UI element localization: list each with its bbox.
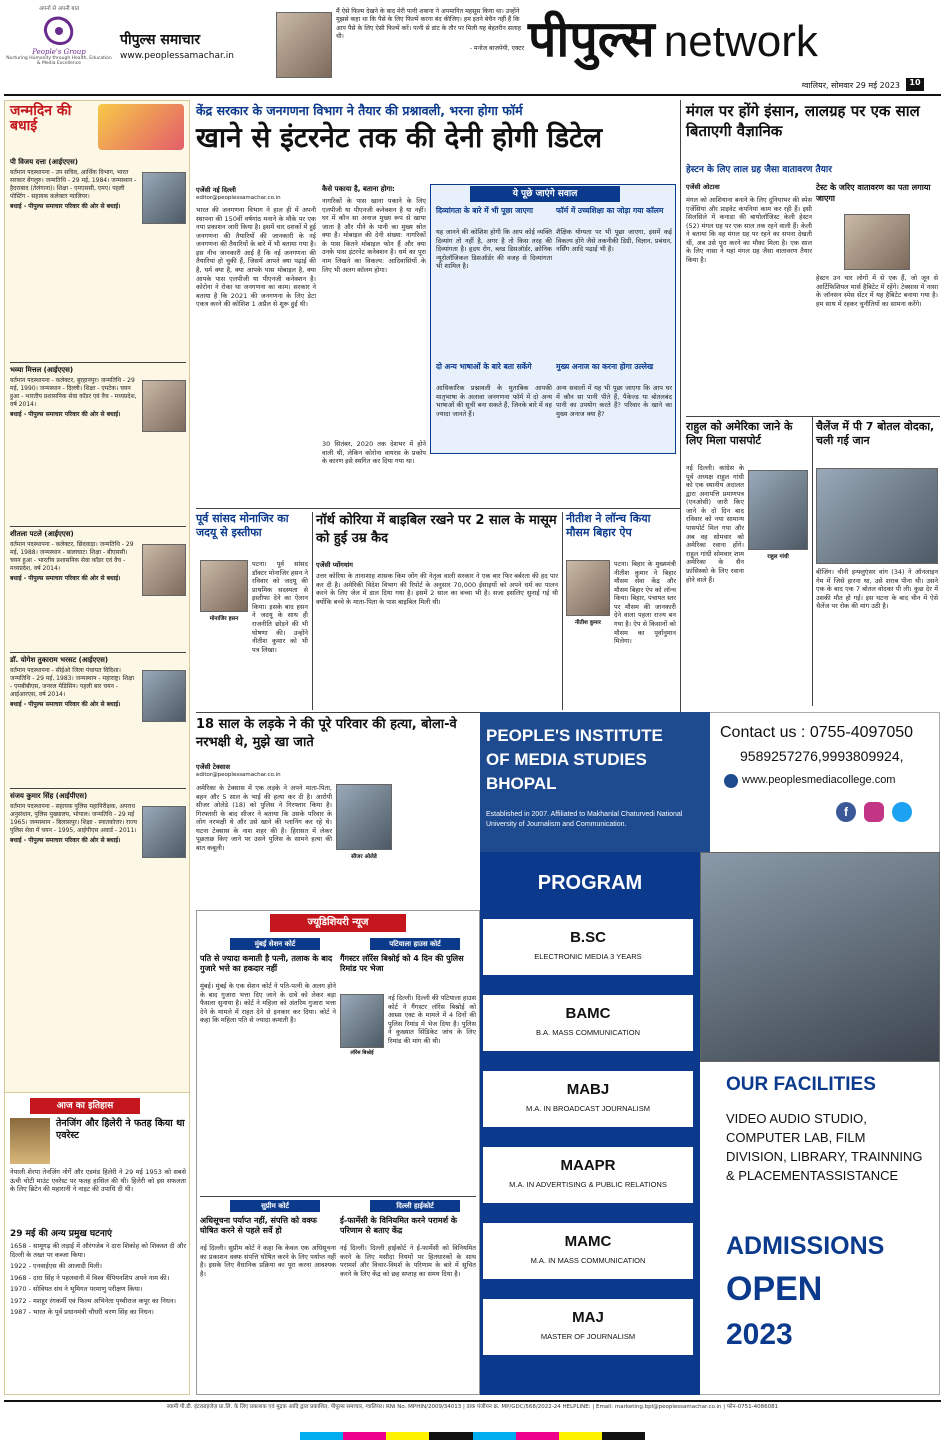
lead-headline: खाने से इंटरनेट तक की देनी होगी डिटेल bbox=[196, 121, 603, 154]
birthday-photo bbox=[142, 806, 186, 858]
birthday-details: वर्तमान पदस्थापना - उप सचिव, आर्थिक विभाग, भारत सरकार बेंगलुरु। जन्मतिथि - 29 मई, 1984। जन्मस्थान - हैदराबाद (तेलंगाना)। शिक्षा - एमएससी, एमए। पहली पोस्टिंग - सहायक कलेक्टर ग्वालियर। bbox=[10, 169, 137, 201]
q4-body: अन्य सवालों में यह भी पूछा जाएगा कि आप घर में कौन सा पानी पीते हैं, पैकेज्ड या बोतलबंद पानी का उपयोग करते हैं? परिवार के खाने का मुख्य अनाज क्या है? bbox=[556, 384, 672, 418]
china-headline: चैलेंज में पी 7 बोतल वोदका, चली गई जान bbox=[816, 420, 935, 448]
court1-body: मुंबई। मुंबई के एक सेशन कोर्ट ने पति-पत्नी के अलग होने के बाद गुजारा भत्ता दिए जाने के दावे को लेकर बड़ा फैसला सुनाया है। कोर्ट ने महिला को अंतरिम गुजारा भत्ता देने के मामले में राहत देने से इनकार कर दिया। कोर्ट ने कहा कि महिला पति से ज्यादा कमाती है। bbox=[200, 982, 336, 1025]
court3-body: नई दिल्ली। सुप्रीम कोर्ट ने कहा कि केवल एक अधिसूचना का प्रकाशन वक्फ संपत्ति घोषित करने के लिए पर्याप्त नहीं है। इसके लिए वैधानिक प्रक्रिया का पूरा करना आवश्यक है। bbox=[200, 1244, 336, 1278]
northkorea-byline: एजेंसी प्योंगयांग bbox=[316, 561, 353, 569]
court-label: मुंबई सेशन कोर्ट bbox=[230, 938, 320, 950]
footer-rule bbox=[4, 1400, 941, 1402]
color-bar bbox=[300, 1432, 645, 1440]
divider bbox=[10, 788, 186, 789]
divider bbox=[10, 526, 186, 527]
monazir-headline: पूर्व सांसद मोनाजिर का जदयू से इस्तीफा bbox=[196, 512, 289, 540]
program-item bbox=[482, 1146, 694, 1204]
program-code: B.SC bbox=[570, 929, 606, 946]
peoples-group-logo bbox=[4, 4, 114, 92]
birthday-photo bbox=[142, 172, 186, 224]
q2-body: शैक्षिक योग्यता पर भी पूछा जाएगा, इसमें कई विकल्प होंगे जैसे तकनीकी डिग्री, विज्ञान, प्रबंधन, नर्सिंग आदि पढ़ाई भी है। bbox=[556, 228, 672, 254]
brand-small bbox=[120, 30, 270, 61]
program-code: MAAPR bbox=[560, 1157, 616, 1174]
masthead-english: network bbox=[663, 17, 818, 66]
program-item bbox=[482, 1298, 694, 1356]
birthday-photo bbox=[142, 380, 186, 432]
divider bbox=[10, 652, 186, 653]
monazir-body: पटना। पूर्व सांसद डॉक्टर मोनाजिर हसन ने रविवार को जदयू की प्राथमिक सदस्यता से इस्तीफा देने का ऐलान किया। इसके बाद हसन ने जदयू के साथ ही राजनीति छोड़ने की भी घोषणा की। उन्होंने नीतीश कुमार को भी पत्र लिखा। bbox=[252, 560, 308, 654]
program-name: M.A. IN BROADCAST JOURNALISM bbox=[525, 1104, 651, 1113]
event-item: 1968 - दारा सिंह ने पहलवानी में विश्व चैंपियनशिप अपने नाम की। bbox=[10, 1273, 170, 1282]
group-tag: अपनों से अपनी बात bbox=[38, 6, 80, 12]
facilities-label: OUR FACILITIES bbox=[726, 1074, 876, 1095]
q3-body: आधिकारिक प्रश्नावली के मुताबिक आपकी मातृभाषा के अलावा जनगणना फॉर्म में दो अन्य भाषाओं की सूची बना सकते हैं, जिनके बारे में वह ज्यादा जानते हैं। bbox=[436, 384, 552, 418]
brand-website[interactable]: www.peoplessamachar.in bbox=[120, 51, 234, 61]
ad-title bbox=[486, 724, 710, 795]
program-code: MAJ bbox=[572, 1309, 604, 1326]
program-label: PROGRAM bbox=[537, 872, 643, 894]
mars-byline: एजेंसी ओटावा bbox=[686, 183, 720, 191]
q3-head: दो अन्य भाषाओं के बारे बता सकेंगे bbox=[436, 362, 532, 371]
lead-kicker: केंद्र सरकार के जनगणना विभाग ने तैयार की प्रश्नावली, भरना होगा फॉर्म bbox=[196, 103, 523, 118]
header-rule bbox=[4, 94, 941, 96]
q4-head: मुख्य अनाज का करना होगा उल्लेख bbox=[556, 362, 654, 371]
birthday-details: वर्तमान पदस्थापना - सहायक पुलिस महानिरीक्षक, अपराध अनुसंधान, पुलिस मुख्यालय, भोपाल। जन्मतिथि - 29 मई 1965। जन्मस्थान - बिलासपुर। शिक्षा - स्नातकोत्तर। राज्य पुलिस सेवा में चयन - 1995, आईपीएस अवार्ड - 2011। bbox=[10, 803, 137, 835]
birthday-photo bbox=[142, 544, 186, 596]
questions-title: ये पूछे जाएंगे सवाल bbox=[470, 186, 620, 202]
mars-body: मंगल को आशियाना बनाने के लिए दुनियाभर की स्पेस एजेंसियां और प्राइवेट कंपनियां काम कर रही हैं। इसी सिलसिले में कनाडा की बायोलॉजिस्ट केली हेस्टन (52) मंगल ग्रह पर एक साल तक रहने वाली हैं। केली ने बताया कि वह मंगल ग्रह पर रहने का सपना देखती थीं, अब उसे पूरा करने का मौका मिला है। एक साल के लिए नासा ने यहां मंगल ग्रह जैसा वातावरण तैयार किया है। bbox=[686, 196, 812, 265]
court-label: सुप्रीम कोर्ट bbox=[230, 1200, 320, 1212]
birthday-item-4 bbox=[10, 656, 186, 709]
nitish-caption: नीतीश कुमार bbox=[575, 620, 601, 626]
q2-head: फॉर्म में उच्चशिक्षा का जोड़ा गया कॉलम bbox=[556, 206, 664, 215]
program-code: MAMC bbox=[564, 1233, 612, 1250]
program-item bbox=[482, 1222, 694, 1280]
program-name: M.A. IN ADVERTISING & PUBLIC RELATIONS bbox=[509, 1180, 667, 1189]
texas-headline: 18 साल के लड़के ने की पूरे परिवार की हत्या, बोला-वे नरभक्षी थे, मुझे खा जाते bbox=[196, 717, 457, 750]
mars-headline: मंगल पर होंगे इंसान, लालग्रह पर एक साल बिताएगी वैज्ञानिक bbox=[686, 102, 920, 140]
court1-headline: पति से ज्यादा कमाती है पत्नी, तलाक के बाद गुजारे भत्ते का हकदार नहीं bbox=[200, 954, 333, 974]
ad-established: Established in 2007. Affiliated to Makhanlal Chaturvedi National University of Journalism and Communication. bbox=[486, 811, 683, 828]
hourglass-icon bbox=[10, 1118, 50, 1164]
color-swatch bbox=[429, 1432, 472, 1440]
court3-headline: अधिसूचना पर्याप्त नहीं, संपत्ति को वक्फ घोषित करने से पहले सर्वे हो bbox=[200, 1216, 317, 1236]
nitish-headline: नीतीश ने लॉन्च किया मौसम बिहार ऐप bbox=[566, 512, 651, 540]
ad-phone1[interactable]: 0755-4097050 bbox=[809, 724, 914, 741]
divider bbox=[686, 416, 940, 417]
q1-body: यह जानने की कोशिश होगी कि आप कोई व्यक्ति दिव्यांग तो नहीं है, अगर है तो किस तरह की दिव्यांगता है। हृदय रोग, ब्लड डिसऑर्डर, क्रोनिक न्यूरोलॉजिकल डिसऑर्डर की वजह से दिव्यांगता भी शामिल है। bbox=[436, 228, 552, 271]
court-label: दिल्ली हाईकोर्ट bbox=[370, 1200, 460, 1212]
ad-website[interactable]: www.peoplesmediacollege.com bbox=[742, 774, 896, 786]
lead-col-1: भारत की जनगणना विभाग ने हाल ही में अपनी स्थापना की 150वीं वर्षगांठ मनाने के मौके पर एक नया प्रकाशन जारी किया है। इसमें चार दशकों में हुई जनगणना की तैयारियों की जानकारी के नई जनगणना की तैयारियों के बारे में भी बताया गया है। इस नीच जानकारी आई है कि नई जनगणना की तैयारियां हो चुकी हैं, जिसमें आपने क्या पढ़ाई की है, घर्म क्या है, क्या आपके पास मोबाइल है, क्या आपके पास एलपीजी या पीएनजी कनेक्शन है। कोरोना ने रोका था जनगणना का काम। सरकार ने बताया है कि 2021 की जनगणना के लिए डेटा एकत्र करने की कोशिश 1 अप्रैल से शुरू हुई थी। bbox=[196, 206, 316, 309]
texas-photo bbox=[336, 784, 392, 850]
color-swatch bbox=[343, 1432, 386, 1440]
students-photo bbox=[700, 852, 940, 1062]
color-swatch bbox=[602, 1432, 645, 1440]
birthday-item-1 bbox=[10, 158, 186, 211]
birthday-name: पी विजय दत्ता (आईएएस) bbox=[10, 158, 78, 166]
birthday-wish: बधाई - पीपुल्स समाचार परिवार की ओर से बधाई। bbox=[10, 203, 121, 211]
lead-email: editor@peoplessamachar.co.in bbox=[196, 195, 281, 201]
ad-contact bbox=[720, 724, 936, 742]
court4-headline: ई-फार्मेसी के विनियमित करने परामर्श के परिणाम से बताए केंद्र bbox=[340, 1216, 458, 1236]
texas-byline: एजेंसी टेक्सास bbox=[196, 763, 231, 771]
color-swatch bbox=[473, 1432, 516, 1440]
lead-col-2-tail: 30 सितंबर, 2020 तक देशभर में होने वाली थी, लेकिन कोरोना वायरस के प्रकोप के कारण इसे स्थगित कर दिया गया था। bbox=[322, 440, 426, 466]
china-body: बीजिंग। चीनी इन्फ्लुएंसर वांग (34) ने ऑनलाइन गेम में जिसे हारना था, उसे शराब पीना थी। उसने एक के बाद एक 7 बोतल वोदका पी ली। कुछ देर में उसकी मौत हो गई। इस घटना के बाद चीन में ऐसे चैलेंज पर रोक की मांग उठी है। bbox=[816, 568, 938, 611]
column-rule bbox=[562, 512, 563, 710]
program-item bbox=[482, 918, 694, 976]
program-name: MASTER OF JOURNALISM bbox=[540, 1332, 636, 1341]
monazir-photo bbox=[200, 560, 248, 612]
group-name: People's Group bbox=[32, 48, 86, 56]
ad-contact-label: Contact us : bbox=[720, 724, 806, 741]
globe-icon bbox=[724, 774, 738, 788]
court4-body: नई दिल्ली। दिल्ली हाईकोर्ट ने ई-फार्मेसी को विनियमित करने के लिए मसौदा नियमों पर हितधारकों के साथ परामर्श और विचार-विमर्श के परिणाम के बारे में सूचित करने के लिए केंद्र को छह सप्ताह का समय दिया है। bbox=[340, 1244, 476, 1278]
program-code: MABJ bbox=[566, 1081, 610, 1098]
birthday-item-3 bbox=[10, 530, 186, 583]
color-swatch bbox=[559, 1432, 602, 1440]
lead-byline: एजेंसी नई दिल्ली bbox=[196, 186, 236, 194]
history-title: आज का इतिहास bbox=[30, 1098, 140, 1114]
brand-small-title: पीपुल्स समाचार bbox=[120, 32, 201, 48]
event-item: 1658 - सामूगढ़ की लड़ाई में औरंगजेब ने दारा शिकोह को शिकस्त दी और दिल्ली के तख्त पर कब्जा किया। bbox=[10, 1242, 186, 1259]
ad-title-line1: PEOPLE'S INSTITUTE bbox=[486, 726, 663, 745]
court2-photo bbox=[340, 994, 384, 1048]
ad-phone2[interactable]: 9589257276,9993809924, bbox=[740, 748, 904, 764]
quote-photo bbox=[276, 12, 332, 78]
rahul-photo bbox=[748, 470, 808, 550]
event-item: 1987 - भारत के पूर्व प्रधानमंत्री चौधरी चरण सिंह का निधन। bbox=[10, 1308, 154, 1317]
court2-body: नई दिल्ली। दिल्ली की पटियाला हाउस कोर्ट ने गैंगस्टर लॉरेंस बिश्नोई को आम्र्स एक्ट के मामले में 4 दिनों की पुलिस रिमांड में भेज दिया है। पुलिस ने कुख्यात सिंडिकेट जांच के लिए रिमांड की मांग की थी। bbox=[388, 994, 476, 1045]
page-number: 10 bbox=[906, 78, 924, 91]
color-swatch bbox=[386, 1432, 429, 1440]
facilities-list: VIDEO AUDIO STUDIO, COMPUTER LAB, FILM DIVISION, LIBRARY, TRAINNING & PLACEMENTASSISTANCE bbox=[726, 1111, 923, 1183]
birthday-photo bbox=[142, 670, 186, 722]
color-swatch bbox=[516, 1432, 559, 1440]
program-item bbox=[482, 1070, 694, 1128]
northkorea-body: उत्तर कोरिया के तानाशाह शासक किम जोंग की नेतृत्व वाली सरकार ने एक बार फिर बर्बरता की हद पार कर दी है। अमेरिकी विदेश विभाग की रिपोर्ट के अनुसार 70,000 ईसाइयों को अपने धर्म का पालन करने के लिए जेल में डाल दिया गया है। इसमें 2 साल का बच्चा भी है। सजा इसलिए सुनाई गई थी क्योंकि बच्चे के माता-पिता के पास बाइबिल मिली थी। bbox=[316, 572, 558, 606]
event-item: 1970 - सोवियत संघ ने भूमिगत परमाणु परीक्षण किया। bbox=[10, 1285, 143, 1294]
china-photo bbox=[816, 468, 938, 564]
instagram-icon[interactable] bbox=[864, 802, 884, 822]
footer-imprint: स्वामी पी.डी. इंटरप्राइजेज़ प्रा.लि. के लिए प्रकाशक एवं मुद्रक आदि द्वारा प्रकाशित, पीपुल्स समाचार, ग्वालियर। RNI No. MPHIN/2009/34013 | डाक पंजीयन क्र. MP/GDC/568/2022-24 HELPLINE: | Email: marketing.bpl@peoplessamachar.co.in | फोन-0751-4086081 bbox=[166, 1404, 779, 1410]
program-item bbox=[482, 994, 694, 1052]
birthday-title-text: जन्मदिन की बधाई bbox=[10, 103, 72, 135]
birthday-wish: बधाई - पीपुल्स समाचार परिवार की ओर से बधाई। bbox=[10, 701, 121, 709]
event-item: 1972 - मशहूर रंगकर्मी एवं फिल्म अभिनेता पृथ्वीराज कपूर का निधन। bbox=[10, 1296, 176, 1305]
mars-photo bbox=[844, 214, 910, 270]
q1-head: दिव्यांगता के बारे में भी पूछा जाएगा bbox=[436, 206, 533, 215]
texas-email: editor@peoplessamachar.co.in bbox=[196, 772, 281, 778]
divider bbox=[196, 508, 680, 509]
rahul-caption: राहुल गांधी bbox=[767, 554, 789, 560]
birthday-details: वर्तमान पदस्थापना - कलेक्टर, छिंदवाड़ा। जन्मतिथि - 29 मई, 1988। जन्मस्थान - बालाघाट। शिक्षा - बीएससी। चयन हुआ - भारतीय प्रशासनिक सेवा कॉडर एवं वैच - मध्यप्रदेश, वर्ष 2014। bbox=[10, 541, 134, 573]
cake-icon bbox=[98, 104, 184, 150]
birthday-name: संजय कुमार सिंह (आईपीएस) bbox=[10, 792, 88, 800]
texas-caption: सीजर ओलेडे bbox=[351, 854, 377, 860]
facebook-icon[interactable]: f bbox=[836, 802, 856, 822]
birthday-wish: बधाई - पीपुल्स समाचार परिवार की ओर से बधाई। bbox=[10, 837, 121, 845]
birthday-wish: बधाई - पीपुल्स समाचार परिवार की ओर से बधाई। bbox=[10, 411, 121, 419]
divider bbox=[196, 712, 480, 713]
birthday-details: वर्तमान पदस्थापना - कलेक्टर, बुरहानपुर। जन्मतिथि - 29 मई, 1990। जन्मस्थान - दिल्ली। शिक्षा - एमटेक। चयन हुआ - भारतीय प्रशासनिक सेवा कॉडर एवं वैच - मध्यप्रदेश, वर्ष 2014। bbox=[10, 377, 137, 409]
divider bbox=[200, 1196, 476, 1197]
column-rule bbox=[812, 416, 813, 706]
birthday-details: वर्तमान पदस्थापना - सीईओ जिला पंचायत विदिशा। जन्मतिथि - 29 मई, 1983। जन्मस्थान - महाराष्ट्र। शिक्षा - एमबीबीएस, जनरल मेडिसिन। पहली बार चयन - आईआरएस, वर्ष 2014। bbox=[10, 667, 135, 699]
program-name: B.A. MASS COMMUNICATION bbox=[535, 1028, 641, 1037]
events-list bbox=[10, 1242, 186, 1320]
program-code: BAMC bbox=[565, 1005, 611, 1022]
northkorea-headline: नॉर्थ कोरिया में बाइबिल रखने पर 2 साल के मासूम को हुई उम्र कैद bbox=[316, 513, 557, 546]
quote-box bbox=[336, 8, 524, 52]
admissions-label: ADMISSIONS bbox=[726, 1232, 885, 1260]
dateline: ग्वालियर, सोमवार 29 मई 2023 bbox=[801, 81, 900, 90]
quote-author: - मनोज बाजपेयी, एक्टर bbox=[469, 45, 524, 53]
birthday-wish: बधाई - पीपुल्स समाचार परिवार की ओर से बधाई। bbox=[10, 575, 121, 583]
nitish-body: पटना। बिहार के मुख्यमंत्री नीतीश कुमार ने बिहार मौसम सेवा केंद्र और मौसम बिहार ऐप को लॉन्च किया। बिहार, पंचायत स्तर पर मौसम की जानकारी देने वाला पहला राज्य बन गया है। ऐप से किसानों को मौसम का पूर्वानुमान मिलेगा। bbox=[614, 560, 676, 646]
column-rule bbox=[312, 512, 313, 710]
ad-title-line3: BHOPAL bbox=[486, 773, 557, 793]
twitter-icon[interactable] bbox=[892, 802, 912, 822]
rahul-body: नई दिल्ली। कांग्रेस के पूर्व अध्यक्ष राहुल गांधी को एक स्थानीय अदालत द्वारा अनापत्ति प्रमाणपत्र (एनओसी) जारी किए जाने के दो दिन बाद रविवार को नया सामान्य पासपोर्ट मिल गया और अब वह सोमवार को अमेरिका रवाना होंगे। राहुल गांधी सोमवार शाम अमेरिका के सैन फ्रांसिस्को के लिए रवाना होने वाले हैं। bbox=[686, 464, 744, 584]
history-headline: तेनजिंग और हिलेरी ने फतह किया था एवरेस्ट bbox=[56, 1118, 185, 1142]
group-logo-icon bbox=[39, 14, 79, 48]
program-name: ELECTRONIC MEDIA 3 YEARS bbox=[534, 952, 642, 961]
lead-col2-head: कैसे पकाया है, बताना होगा: bbox=[322, 185, 395, 193]
birthday-name: डॉ. योगेश तुकाराम भरसट (आईएएस) bbox=[10, 656, 109, 664]
lead-col-2: नागरिकों के पास खाना पकाने के लिए एलपीजी या पीएनजी कनेक्शन है या नहीं। घर में कौन सा अनाज मुख्य रूप से खाया जाता है और पीने के पानी का मुख्य स्रोत क्या है। मोबाइल की देनी संख्या: नागरिकों के पास कितने मोबाइल फोन हैं और क्या उनके पास इंटरनेट कनेक्शन है। धर्म का पूरा नाम लिखने का विकल्प: आदिवासियों के लिए भी अलग कॉलम होगा। bbox=[322, 197, 426, 274]
court2-headline: गैंगस्टर लॉरेंस बिश्नोई को 4 दिन की पुलिस रिमांड पर भेजा bbox=[340, 954, 464, 974]
color-swatch bbox=[300, 1432, 343, 1440]
birthday-title bbox=[10, 104, 90, 148]
history-body: नेपाली शेरपा तेनजिंग नोर्गे और एडमंड हिलेरी ने 29 मई 1953 को सबसे ऊंची चोटी माउंट एवरेस्ट पर फतह हासिल की थी। हिलेरी को इस सफलता के लिए ब्रिटेन की महारानी ने नाइट की उपाधि दी थी। bbox=[10, 1168, 186, 1194]
quote-text: मैं ऐसे फिल्म देखने के बाद मेरी पत्नी शबाना ने अपमानित महसूस किया था। उन्होंने मुझसे कहा था कि पैसे के लिए फिल्में करना बंद कीजिए। हम इतने बेचैन नहीं हैं कि आप पैसे के लिए ऐसी फिल्में करें। पत्नी से डांट के तौर पर मिली यह बेहतरीन सलाह थी। bbox=[336, 8, 522, 41]
texas-body: अमेरिका के टेक्सास में एक लड़के ने अपने माता-पिता, बहन और 5 साल के भाई की हत्या कर दी है। आरोपी सीजर ओलेडे (18) को पुलिस ने गिरफ्तार किया है। गिरफ्तारी के बाद सीजर ने बताया कि उसके परिवार के लोग नरभक्षी थे और उसे खाने की प्लानिंग कर रहे थे। घटना टेक्सास के नाश शहर की है। हिरासत में लेकर पूछताछ किए जाने पर उसने पुलिस के सामने हत्या की बात कबूली। bbox=[196, 784, 332, 853]
program-name: M.A. IN MASS COMMUNICATION bbox=[530, 1256, 646, 1265]
monazir-caption: मोनाजिर हसन bbox=[209, 616, 239, 622]
admission-year: 2023 bbox=[726, 1318, 793, 1351]
ad-title-line2: OF MEDIA STUDIES bbox=[486, 749, 647, 769]
masthead bbox=[528, 4, 940, 74]
court-label: पटियाला हाउस कोर्ट bbox=[370, 938, 460, 950]
mars-subhead: हेस्टन के लिए लाल ग्रह जैसा वातावरण तैयार bbox=[686, 165, 832, 175]
birthday-item-2 bbox=[10, 366, 186, 419]
mars-side-head: टेस्ट के जरिए वातावरण का पता लगाया जाएगा bbox=[816, 183, 931, 203]
judiciary-title: ज्यूडिशियरी न्यूज bbox=[270, 914, 406, 932]
divider bbox=[10, 362, 186, 363]
nitish-photo bbox=[566, 560, 610, 616]
group-tagline: Nurturing Humanity through Health, Education & Media Excellence bbox=[6, 56, 112, 67]
birthday-item-5 bbox=[10, 792, 186, 845]
events-title: 29 मई की अन्य प्रमुख घटनाएं bbox=[10, 1229, 113, 1239]
mars-side-body: हेस्टन उन चार लोगों में से एक हैं, जो जून से आर्टिफिशियल मार्स हैबिटेट में रहेंगे। टेक्सास में नासा के जॉनसन स्पेस सेंटर में यह हैबिटेट बनाया गया है। हम साथ में रहकर चुनौतियों का सामना करेंगे। bbox=[816, 274, 938, 308]
birthday-name: भव्या मित्तल (आईएएस) bbox=[10, 366, 74, 374]
event-item: 1922 - एनवाईएस की आजादी मिली। bbox=[10, 1262, 102, 1271]
open-label: OPEN bbox=[726, 1270, 823, 1308]
masthead-hindi: पीपुल्स bbox=[528, 10, 655, 68]
court2-caption: लॉरेंस बिश्नोई bbox=[350, 1050, 374, 1056]
rahul-headline: राहुल को अमेरिका जाने के लिए मिला पासपोर्ट bbox=[686, 420, 793, 448]
birthday-name: शीतला पटले (आईएएस) bbox=[10, 530, 74, 538]
